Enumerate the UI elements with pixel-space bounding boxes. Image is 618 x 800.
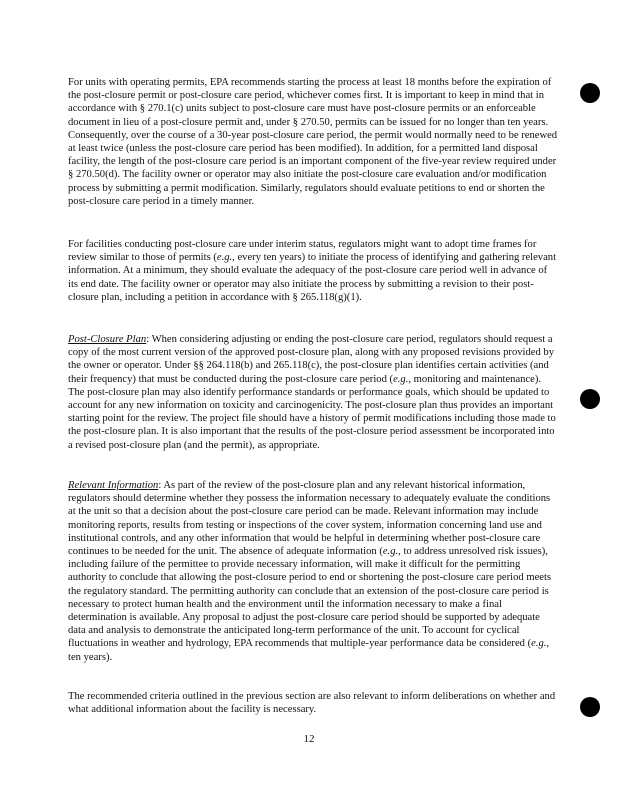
binder-hole-bottom (580, 697, 600, 717)
emphasis-eg: e.g. (216, 252, 233, 264)
paragraph-text: , to address unresolved risk issues), including failure of the permittee to provide necessary information, will make it difficult for the permitting authority to conclude that allowing the post-closure period to end or shortening the post-closure care period meets the regulatory standard. The permitting authority can conclude that an extension of the post-closure care period is necessary to protect human health and the environment until the information necessary to make a final determination is available. Any proposal to adjust the post-closure care period should be supported by adequate data and analysis to demonstrate the anticipated long-term performance of the unit. To account for cyclical fluctuations in weather and hydrology, EPA recommends that multiple-year performance data be considered ( (68, 546, 552, 650)
paragraph-recommended-criteria (68, 690, 558, 716)
paragraph-text: , ten years). (68, 638, 550, 663)
paragraph-text: : As part of the review of the post-closure plan and any relevant historical information, regulators should determine whether they possess the information necessary to adequately evaluate the conditions at the unit so that a decision about the post-closure care period can be made. Relevant information may include monitoring reports, results from testing or inspections of the cover system, information concerning land use and institutional controls, and any other information that would be helpful in determining whether post-closure care continues to be needed for the unit. The absence of adequate information ( (68, 480, 551, 558)
run-in-heading-relevant-information: Relevant Information (68, 480, 159, 491)
emphasis-eg: e.g. (531, 638, 547, 650)
emphasis-eg: e.g. (382, 546, 399, 558)
paragraph-relevant-information (68, 479, 558, 664)
paragraph-text: For facilities conducting post-closure care under interim status, regulators might want to adopt time frames for review similar to those of permits ( (68, 239, 537, 264)
emphasis-eg: e.g. (393, 373, 409, 385)
page-number: 12 (303, 733, 315, 745)
binder-hole-top (580, 83, 600, 103)
paragraph-text: The recommended criteria outlined in the previous section are also relevant to inform deliberations on whether and what additional information about the facility is necessary. (68, 691, 556, 716)
run-in-heading-post-closure-plan: Post-Closure Plan (68, 334, 147, 345)
paragraph-operating-permits (68, 76, 558, 208)
paragraph-text: , every ten years) to initiate the process of identifying and gathering relevant information. At a minimum, they should evaluate the adequacy of the post-closure care period well in advance of its end date. The facility owner or operator may also initiate the process by submitting a revision to their post-closure plan, including a petition in accordance with § 265.118(g)(1). (68, 252, 557, 303)
paragraph-text: , monitoring and maintenance). The post-closure plan may also identify performance standards or performance goals, which should be updated to account for any new information on toxicity and carcinogenicity. The post-closure plan thus provides an important starting point for the review. The project file should have a history of permit modifications including those made to the post-closure plan. It is also important that the results of the post-closure period assessment be incorporated into a revised post-closure plan (and the permit), as appropriate. (68, 373, 556, 451)
paragraph-post-closure-plan (68, 333, 558, 452)
paragraph-text: : When considering adjusting or ending the post-closure care period, regulators should request a copy of the most current version of the approved post-closure plan, along with any proposed revisions provided by the owner or operator. Under §§ 264.118(b) and 265.118(c), the post-closure plan identifies certain activities (and their frequency) that must be conducted during the post-closure care period ( (68, 334, 555, 385)
paragraph-text: For units with operating permits, EPA recommends starting the process at least 18 months before the expiration of the post-closure permit or post-closure care period, whichever comes first. It is important to keep in mind that in accordance with § 270.1(c) units subject to post-closure care must have post-closure permits or an enforceable document in lieu of a post-closure permit and, under § 270.50, permits can be issued for no longer than ten years. Consequently, over the course of a 30-year post-closure care period, the permit would normally need to be renewed at least twice (unless the post-closure care period has been modified). In addition, for a permitted land disposal facility, the length of the post-closure care period is an important component of the five-year review required under § 270.50(d). The facility owner or operator may also initiate the post-closure care evaluation and/or modification process by submitting a permit modification. Similarly, regulators should evaluate petitions to end or shorten the post-closure care period in a timely manner. (68, 77, 558, 207)
paragraph-interim-status (68, 238, 558, 304)
binder-hole-middle (580, 389, 600, 409)
